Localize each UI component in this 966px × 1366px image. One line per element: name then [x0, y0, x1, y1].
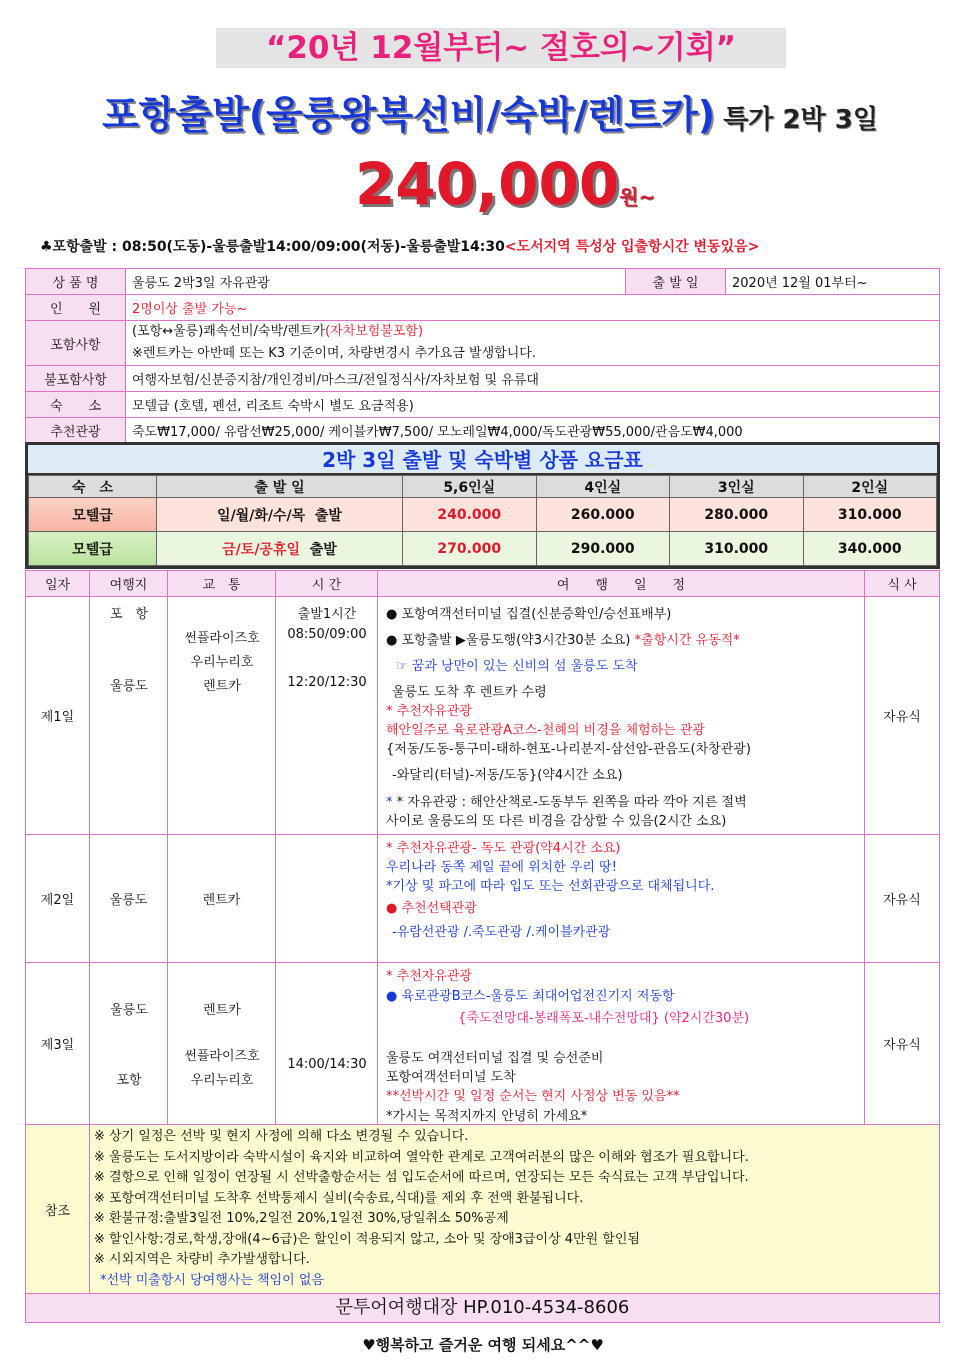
day1-line-text: * 자유관광 : 해안산책로-도동부두 왼쪽을 따라 깍아 지른 절벽: [396, 795, 747, 810]
day3-row: [26, 963, 940, 1125]
schedule-table: [25, 570, 940, 1323]
day2-meal: 자유식: [865, 835, 940, 963]
people-value: 2명이상 출발 가능~: [126, 295, 940, 321]
incl-note: (자차보험불포함): [325, 324, 424, 339]
day1-time1: 출발1시간: [297, 607, 357, 622]
day1-line: * 추천자유관광: [386, 704, 472, 719]
rate-row: [29, 532, 937, 566]
day1-line: {저동/도동-통구미-태하-현포-나리분지-삼선암-관음도(차창관광): [386, 742, 751, 757]
day2-line: -유람선관광 /.죽도관광 /.케이블카관광: [392, 925, 611, 940]
day1-star: *: [386, 795, 393, 810]
rate-days: [157, 498, 403, 532]
rate-lodging: 모텔급: [29, 532, 157, 566]
departure-note: <도서지역 특성상 입출항시간 변동있음>: [504, 239, 760, 255]
day2-line: *기상 및 파고에 따라 입도 또는 선회관광으로 대체됩니다.: [386, 879, 715, 894]
day3-meal: 자유식: [865, 963, 940, 1125]
day1-place1: 포 항: [109, 607, 149, 622]
rate-table: [25, 442, 940, 569]
product-label: 상 품 명: [26, 269, 126, 295]
rate-price: 310.000: [803, 498, 937, 532]
day3-trans3: 우리누리호: [190, 1073, 254, 1088]
day2-trans: 렌트카: [168, 835, 276, 963]
rate-price: 280.000: [670, 498, 804, 532]
day3-time: [276, 963, 378, 1125]
ref-line: ※ 울릉도는 도서지방이라 숙박시설이 육지와 비교하여 열악한 관계로 고객여러분의 많은 이해와 협조가 필요합니다.: [94, 1149, 749, 1165]
rate-header: 숙 소: [29, 476, 157, 498]
ref-line: ※ 결항으로 인해 일정이 연장될 시 선박출항순서는 섬 입도순서에 따르며, 연장되는 모든 숙식료는 고객 부담입니다.: [94, 1170, 749, 1185]
day1-trans: [168, 597, 276, 835]
tour-value: 죽도₩17,000/ 유람선₩25,000/ 케이블카₩7,500/ 모노레일₩4,000/독도관광₩55,000/관음도₩4,000: [126, 418, 940, 444]
day3-trans: [168, 963, 276, 1125]
day1-meal: 자유식: [865, 597, 940, 835]
day3-line: 포항여객선터미널 도착: [386, 1070, 516, 1085]
sched-header: 시 간: [276, 571, 378, 597]
day1-time2: 08:50/09:00: [287, 627, 367, 642]
sched-header: 식 사: [865, 571, 940, 597]
rate-header: 5,6인실: [403, 476, 537, 498]
date-value: 2020년 12월 01부터~: [726, 269, 940, 295]
departure-info: [40, 236, 940, 256]
date-label: 출 발 일: [626, 269, 726, 295]
ref-line: ※ 할인사항:경로,학생,장애(4~6급)은 할인이 적용되지 않고, 소아 및 장애3급이상 4만원 할인됨: [94, 1231, 640, 1247]
day3-line-text: {죽도전망대-봉래폭포-내수전망대}: [458, 1011, 660, 1026]
rate-header: 3인실: [670, 476, 804, 498]
incl-value1: (포항↔울릉)쾌속선비/숙박/렌트카: [132, 324, 326, 339]
ref-label: 참조: [26, 1125, 90, 1294]
rate-header: 2인실: [803, 476, 937, 498]
day3-place1: 울릉도: [110, 1003, 148, 1018]
day3-line: 울릉도 여객선터미널 집결 및 승선준비: [386, 1051, 604, 1066]
rate-price: 260.000: [536, 498, 670, 532]
tour-label: 추천관광: [26, 418, 126, 444]
day3-itinerary: [378, 963, 865, 1125]
main-title-text: 포항출발(울릉왕복선비/숙박/렌트카): [102, 93, 716, 137]
ref-line: *선박 미출항시 당여행사는 책임이 없음: [100, 1272, 324, 1288]
ref-line: ※ 환불규정:출발3일전 10%,2일전 20%,1일전 30%,당일취소 50%공제: [94, 1211, 509, 1226]
day3-trans2: 썬플라이즈호: [184, 1049, 260, 1064]
day3-place2: 포항: [116, 1073, 142, 1088]
rate-days-text: 금/토/공휴일: [222, 541, 301, 558]
day1-trans2: 우리누리호: [190, 655, 254, 670]
day3-label: 제3일: [26, 963, 90, 1125]
day1-line: [386, 629, 740, 648]
stay-label: 숙 소: [26, 392, 126, 418]
rate-days-suffix: 출발: [309, 541, 337, 558]
day1-line-note: *출항시간 유동적*: [634, 633, 740, 648]
rate-price: 340.000: [803, 532, 937, 566]
rate-price: 240.000: [403, 498, 537, 532]
day2-line: ● 추천선택관광: [386, 901, 477, 916]
day1-line: 사이로 울릉도의 또 다른 비경을 감상할 수 있음(2시간 소요): [386, 814, 727, 829]
day1-line: 해안일주로 육로관광A코스-천혜의 비경을 체험하는 관광: [386, 723, 705, 738]
day1-itinerary: [378, 597, 865, 835]
rate-days-text: 일/월/화/수/목: [217, 507, 306, 524]
rate-lodging: 모텔급: [29, 498, 157, 532]
day1-row: [26, 597, 940, 835]
day2-row: [26, 835, 940, 963]
rate-days-suffix: 출발: [314, 507, 342, 524]
day1-time: [276, 597, 378, 835]
rate-price: 310.000: [670, 532, 804, 566]
day3-place: [90, 963, 168, 1125]
contact-footer: 문투어여행대장 HP.010-4534-8606: [26, 1294, 940, 1323]
ref-line: ※ 시외지역은 차량비 추가발생합니다.: [94, 1252, 310, 1267]
day1-line: ● 포항여객선터미널 집결(신분증확인/승선표배부): [386, 607, 672, 622]
day3-line: * 추천자유관광: [386, 969, 472, 984]
day1-line: ☞ 꿈과 낭만이 있는 신비의 섬 울릉도 도착: [396, 659, 638, 674]
day2-time: [276, 835, 378, 963]
day1-line: -와달리(터널)-저동/도동}(약4시간 소요): [392, 768, 623, 783]
excl-value: 여행자보험/신분증지참/개인경비/마스크/전일정식사/자차보험 및 유류대: [126, 366, 940, 392]
closing-message: ♥행복하고 즐거운 여행 되세요^^♥: [362, 1336, 604, 1354]
price-unit: 원~: [619, 185, 656, 209]
rate-title: 2박 3일 출발 및 숙박별 상품 요금표: [28, 445, 937, 475]
day3-line: *가시는 목적지까지 안녕히 가세요*: [386, 1109, 588, 1124]
day1-label: 제1일: [26, 597, 90, 835]
day1-line-text: ● 포항출발 ▶울릉도행(약3시간30분 소요): [386, 633, 631, 648]
rate-price: 270.000: [403, 532, 537, 566]
incl-value: [126, 321, 940, 366]
main-title: [90, 84, 890, 144]
day3-line: ● 육로관광B코스-울릉도 최대어업전진기지 저동항: [386, 989, 675, 1004]
day2-line: * 추천자유관광- 독도 관광(약4시간 소요): [386, 841, 621, 856]
product-info-table: [25, 268, 940, 444]
day2-label: 제2일: [26, 835, 90, 963]
incl-value2: ※렌트카는 아반떼 또는 K3 기준이며, 차량변경시 추가요금 발생합니다.: [132, 346, 536, 361]
rate-header: 출 발 일: [157, 476, 403, 498]
day1-place2: 울릉도: [110, 679, 148, 694]
day1-line: [386, 791, 747, 810]
ref-line: ※ 포항여객선터미널 도착후 선박통제시 실비(숙송료,식대)를 제외 후 전액 환불됩니다.: [94, 1190, 584, 1206]
price-value: 240,000: [355, 150, 620, 218]
day1-trans1: 썬플라이즈호: [184, 631, 260, 646]
stay-value: 모텔급 (호텔, 펜션, 리조트 숙박시 별도 요금적용): [126, 392, 940, 418]
rate-header: 4인실: [536, 476, 670, 498]
ref-line: ※ 상기 일정은 선박 및 현지 사정에 의해 다소 변경될 수 있습니다.: [94, 1129, 469, 1144]
top-title: “20년 12월부터~ 절호의~기회”: [216, 28, 786, 68]
day3-line-duration: (약2시간30분): [663, 1011, 750, 1026]
people-label: 인 원: [26, 295, 126, 321]
rate-days: [157, 532, 403, 566]
day3-time-value: 14:00/14:30: [287, 1057, 367, 1072]
incl-label: 포함사항: [26, 321, 126, 366]
excl-label: 불포함사항: [26, 366, 126, 392]
day2-place: 울릉도: [90, 835, 168, 963]
product-value: 울릉도 2박3일 자유관광: [126, 269, 626, 295]
departure-times: ♣포항출발 : 08:50(도동)-울릉출발14:00/09:00(저동)-울릉출발14:30: [40, 239, 505, 255]
day3-line: [458, 1007, 749, 1026]
sched-header: 여 행 일 정: [378, 571, 865, 597]
day1-trans3: 렌트카: [203, 679, 241, 694]
reference-row: [26, 1125, 940, 1294]
price: [355, 150, 655, 220]
sched-header: 교 통: [168, 571, 276, 597]
sched-header: 여행지: [90, 571, 168, 597]
sched-header: 일자: [26, 571, 90, 597]
rate-price: 290.000: [536, 532, 670, 566]
rate-row: [29, 498, 937, 532]
main-title-sub: 특가 2박 3일: [723, 105, 878, 135]
day1-place: [90, 597, 168, 835]
day2-itinerary: [378, 835, 865, 963]
day1-line: 울릉도 도착 후 렌트카 수령: [392, 685, 547, 700]
day3-trans1: 렌트카: [203, 1003, 241, 1018]
day1-time3: 12:20/12:30: [287, 675, 367, 690]
ref-notes: [90, 1125, 940, 1294]
day3-line: **선박시간 및 일정 순서는 현지 사정상 변동 있음**: [386, 1089, 680, 1104]
day2-line: 우리나라 동쪽 제일 끝에 위치한 우리 땅!: [386, 860, 617, 875]
